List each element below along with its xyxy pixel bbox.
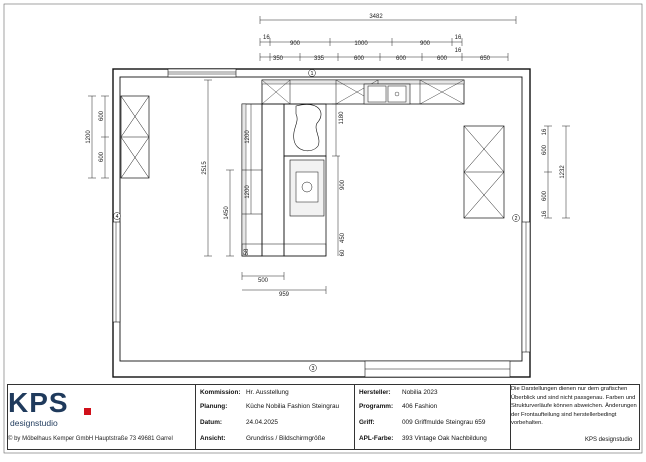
- dim-900: 900: [340, 179, 346, 191]
- svg-text:4: 4: [115, 214, 119, 220]
- wall-marker-2: [513, 215, 520, 223]
- dim-right-outer: 1232: [560, 165, 566, 179]
- wall-marker-3: [310, 365, 317, 373]
- field-label-ansicht: Ansicht:: [200, 435, 226, 442]
- field-value-programm: 406 Fashion: [402, 403, 438, 410]
- field-label-programm: Programm:: [359, 403, 394, 410]
- title-block-divider: [195, 385, 196, 449]
- field-value-griff: 009 Griffmulde Steingrau 659: [402, 419, 486, 426]
- dim-top-a-0: 16: [263, 35, 270, 41]
- room-walls: [113, 69, 530, 377]
- dim-1200-a: 1200: [245, 130, 251, 144]
- logo-subtitle: designstudio: [10, 418, 58, 428]
- field-label-griff: Griff:: [359, 419, 375, 426]
- field-value-planung: Küche Nobilia Fashion Steingrau: [246, 403, 340, 410]
- dim-1450: 1450: [224, 206, 230, 220]
- dim-959: 959: [278, 292, 290, 298]
- back-counter: [262, 80, 464, 104]
- window-right: [522, 222, 530, 352]
- dim-left-a: 600: [99, 110, 105, 122]
- svg-text:2: 2: [514, 216, 518, 222]
- door-bottom: [365, 361, 510, 377]
- dim-top-b-5: 600: [436, 56, 448, 62]
- field-value-hersteller: Nobilia 2023: [402, 389, 438, 396]
- wall-marker-4: [114, 213, 121, 221]
- disclaimer-brand: KPS designstudio: [585, 437, 633, 443]
- field-label-hersteller: Hersteller:: [359, 389, 391, 396]
- field-label-kommission: Kommission:: [200, 389, 241, 396]
- kps-logo: [8, 388, 98, 432]
- dim-top-a-3: 900: [419, 41, 431, 47]
- dim-tall-left: 2515: [202, 161, 208, 175]
- logo-red-dot: [84, 408, 91, 415]
- dim-1180: 1180: [339, 111, 345, 125]
- dim-top-b-0: 16: [454, 48, 462, 54]
- dim-left-b: 600: [99, 151, 105, 163]
- title-block-divider: [354, 385, 355, 449]
- field-value-apl-farbe: 393 Vintage Oak Nachbildung: [402, 435, 487, 442]
- wall-marker-1: [309, 70, 316, 78]
- dim-right-16b: 16: [542, 210, 548, 218]
- dim-right-a: 600: [542, 144, 548, 156]
- tall-cabinet-right: [464, 126, 504, 218]
- field-value-kommission: Hr. Ausstellung: [246, 389, 289, 396]
- dim-1200-b: 1200: [245, 185, 251, 199]
- copyright-text: © by Möbelhaus Kemper GmbH Hauptstraße 73 49681 Garrel: [8, 436, 173, 442]
- window-top: [168, 69, 236, 77]
- dim-right-16a: 16: [542, 128, 548, 136]
- dim-60: 60: [340, 249, 346, 257]
- field-value-datum: 24.04.2025: [246, 419, 278, 426]
- dim-top-b-1: 350: [272, 56, 284, 62]
- svg-text:1: 1: [310, 71, 314, 77]
- dim-right-b: 600: [542, 190, 548, 202]
- svg-text:3: 3: [311, 366, 315, 372]
- logo-text: KPS: [8, 387, 69, 418]
- disclaimer-note: Die Darstellungen dienen nur dem grafischen Überblick und sind nicht passgenau. Farben und Strukturverläufe können abweichen. Änderungen der Frontaufteilung sind herstellerbedingt vorbehalten.: [511, 386, 637, 427]
- dim-top-b-2: 335: [313, 56, 325, 62]
- field-label-apl-farbe: APL-Farbe:: [359, 435, 394, 442]
- dim-top-a-2: 1000: [354, 41, 368, 47]
- field-label-datum: Datum:: [200, 419, 223, 426]
- left-counter-run: [242, 104, 284, 256]
- dimension-lines: [88, 16, 570, 294]
- dim-500: 500: [257, 278, 269, 284]
- field-value-ansicht: Grundriss / Bildschirmgröße: [246, 435, 326, 442]
- dim-top-b-6: 650: [479, 56, 491, 62]
- dim-450: 450: [340, 232, 346, 244]
- dim-top-a-1: 900: [289, 41, 301, 47]
- dim-overall-width: 3482: [369, 14, 383, 20]
- tall-cabinet-left: [121, 96, 149, 178]
- field-label-planung: Planung:: [200, 403, 228, 410]
- dim-top-b-4: 600: [395, 56, 407, 62]
- sink: [364, 84, 410, 104]
- dim-top-a-4: 16: [454, 35, 462, 41]
- dim-58: 58: [244, 248, 250, 256]
- kitchen-island: [242, 156, 326, 256]
- dim-top-b-3: 600: [353, 56, 365, 62]
- window-left: [113, 222, 120, 322]
- corner-worktop: [284, 104, 326, 156]
- dim-left-outer: 1200: [86, 130, 92, 144]
